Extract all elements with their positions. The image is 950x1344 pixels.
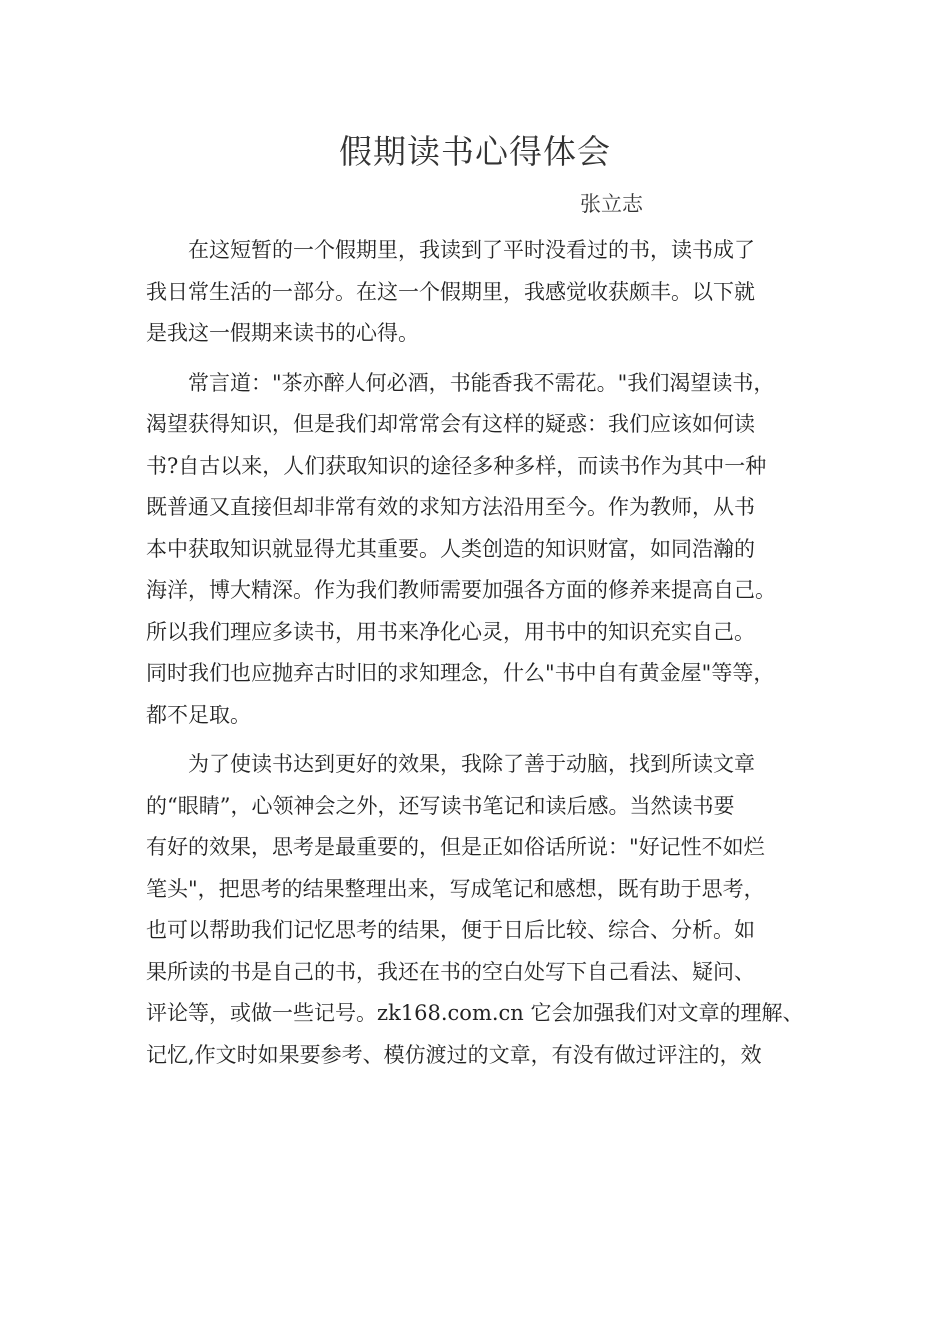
paragraph-line: 常言道："茶亦醉人何必酒，书能香我不需花。"我们渴望读书， <box>188 370 775 395</box>
paragraph-line: 评论等，或做一些记号。zk168.com.cn 它会加强我们对文章的理解、 <box>146 1001 804 1025</box>
paragraph-2 <box>146 363 816 737</box>
document-body <box>146 230 816 1084</box>
author-name: 张立志 <box>580 192 643 216</box>
paragraph-line: 记忆,作文时如果要参考、模仿渡过的文章，有没有做过评注的，效 <box>146 1042 762 1067</box>
paragraph-line: 都不足取。 <box>146 702 251 727</box>
paragraph-line: 所以我们理应多读书，用书来净化心灵，用书中的知识充实自己。 <box>146 619 755 644</box>
paragraph-line: 我日常生活的一部分。在这一个假期里，我感觉收获颇丰。以下就 <box>146 279 755 304</box>
paragraph-line: 书?自古以来，人们获取知识的途径多种多样，而读书作为其中一种 <box>146 453 767 478</box>
paragraph-line: 果所读的书是自己的书，我还在书的空白处写下自己看法、疑问、 <box>146 959 755 984</box>
paragraph-line: 同时我们也应抛弃古时旧的求知理念，什么"书中自有黄金屋"等等， <box>146 661 775 685</box>
paragraph-line: 是我这一假期来读书的心得。 <box>146 321 419 345</box>
paragraph-line: 笔头"，把思考的结果整理出来，写成笔记和感想，既有助于思考， <box>146 876 765 901</box>
paragraph-3 <box>146 744 816 1076</box>
document-title: 假期读书心得体会 <box>339 132 611 171</box>
paragraph-line: 渴望获得知识，但是我们却常常会有这样的疑惑：我们应该如何读 <box>146 412 755 436</box>
paragraph-1 <box>146 230 816 355</box>
paragraph-line: 也可以帮助我们记忆思考的结果，便于日后比较、综合、分析。如 <box>146 918 755 942</box>
paragraph-line: 为了使读书达到更好的效果，我除了善于动脑，找到所读文章 <box>188 752 755 776</box>
paragraph-line: 在这短暂的一个假期里，我读到了平时没看过的书，读书成了 <box>188 238 755 262</box>
paragraph-line: 海洋，博大精深。作为我们教师需要加强各方面的修养来提高自己。 <box>146 578 776 602</box>
paragraph-line: 既普通又直接但却非常有效的求知方法沿用至今。作为教师，从书 <box>146 495 755 519</box>
paragraph-line: 的“眼睛”，心领神会之外，还写读书笔记和读后感。当然读书要 <box>146 793 735 818</box>
paragraph-line: 本中获取知识就显得尤其重要。人类创造的知识财富，如同浩瀚的 <box>146 536 755 561</box>
paragraph-line: 有好的效果，思考是最重要的，但是正如俗话所说："好记性不如烂 <box>146 835 765 859</box>
